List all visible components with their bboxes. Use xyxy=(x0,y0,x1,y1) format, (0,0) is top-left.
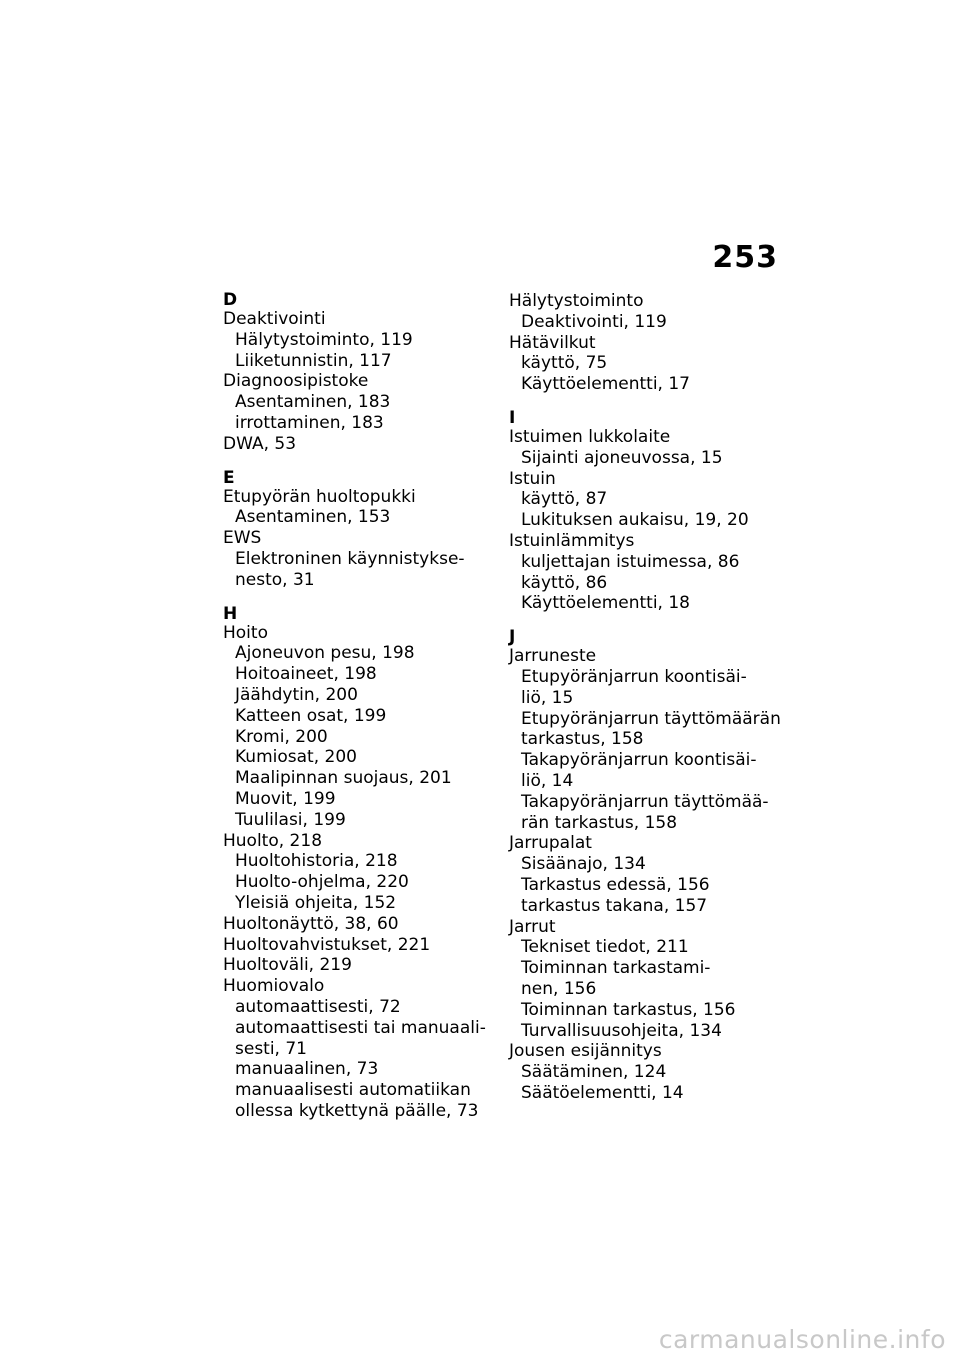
index-subterm: Tekniset tiedot, 211 xyxy=(521,937,689,958)
index-term: Istuinlämmitys xyxy=(509,530,635,551)
index-subterm: Huoltohistoria, 218 xyxy=(235,851,398,872)
index-term: Diagnoosipistoke xyxy=(223,371,369,392)
index-subterm: Takapyöränjarrun koontisäi- xyxy=(521,750,757,771)
index-term: Jarrupalat xyxy=(509,833,592,854)
index-subterm: Hälytystoiminto, 119 xyxy=(235,329,413,350)
index-subterm: liö, 14 xyxy=(521,770,574,791)
index-subterm: Turvallisuusohjeita, 134 xyxy=(521,1020,722,1041)
index-term: Etupyörän huoltopukki xyxy=(223,486,416,507)
index-subterm: nen, 156 xyxy=(521,978,597,999)
index-subterm: Säätäminen, 124 xyxy=(521,1062,667,1083)
index-subterm: käyttö, 87 xyxy=(521,489,608,510)
index-subterm: liö, 15 xyxy=(521,687,574,708)
index-subterm: Säätöelementti, 14 xyxy=(521,1082,684,1103)
index-section xyxy=(509,628,789,1104)
index-subterm: Kromi, 200 xyxy=(235,726,328,747)
index-term: Huoltoväli, 219 xyxy=(223,955,352,976)
index-subterm: rän tarkastus, 158 xyxy=(521,812,678,833)
index-subterm: irrottaminen, 183 xyxy=(235,412,384,433)
index-subterm: Jäähdytin, 200 xyxy=(235,684,358,705)
index-subterm: Liiketunnistin, 117 xyxy=(235,350,392,371)
index-term: DWA, 53 xyxy=(223,433,297,454)
index-subterm: Asentaminen, 183 xyxy=(235,392,391,413)
index-term: Deaktivointi xyxy=(223,309,326,329)
section-letter: I xyxy=(509,407,516,428)
index-section xyxy=(509,409,789,614)
index-subterm: automaattisesti tai manuaali- xyxy=(235,1017,486,1038)
index-subterm: manuaalisesti automatiikan xyxy=(235,1080,471,1101)
index-section xyxy=(223,291,495,455)
index-subterm: Huolto-ohjelma, 220 xyxy=(235,872,409,893)
index-term: Jarrut xyxy=(509,916,556,937)
index-subterm: Katteen osat, 199 xyxy=(235,705,387,726)
index-subterm: Hoitoaineet, 198 xyxy=(235,664,377,685)
index-subterm: Asentaminen, 153 xyxy=(235,507,391,528)
index-subterm: tarkastus, 158 xyxy=(521,729,644,750)
index-subterm: Ajoneuvon pesu, 198 xyxy=(235,643,415,664)
index-term: Hätävilkut xyxy=(509,332,596,353)
index-subterm: Maalipinnan suojaus, 201 xyxy=(235,768,452,789)
index-subterm: kuljettajan istuimessa, 86 xyxy=(521,551,740,572)
index-subterm: käyttö, 86 xyxy=(521,572,608,593)
index-term: Huomiovalo xyxy=(223,976,325,997)
index-subterm: Muovit, 199 xyxy=(235,788,336,809)
index-subterm: Etupyöränjarrun koontisäi- xyxy=(521,666,747,687)
index-section xyxy=(223,469,495,591)
index-term: Jousen esijännitys xyxy=(509,1041,662,1062)
index-subterm: tarkastus takana, 157 xyxy=(521,895,708,916)
section-letter: H xyxy=(223,603,238,624)
index-subterm: Sisäänajo, 134 xyxy=(521,854,646,875)
index-column-right xyxy=(509,291,789,1104)
index-term: EWS xyxy=(223,528,262,549)
index-subterm: automaattisesti, 72 xyxy=(235,996,401,1017)
index-subterm: nesto, 31 xyxy=(235,569,315,590)
index-subterm: Takapyöränjarrun täyttömää- xyxy=(521,791,769,812)
index-subterm: Tarkastus edessä, 156 xyxy=(521,874,710,895)
index-subterm: Deaktivointi, 119 xyxy=(521,311,667,332)
index-subterm: käyttö, 75 xyxy=(521,353,608,374)
index-term: Hoito xyxy=(223,622,268,643)
index-term: Jarruneste xyxy=(509,646,597,667)
section-letter: E xyxy=(223,467,235,488)
index-subterm: sesti, 71 xyxy=(235,1038,308,1059)
index-subterm: Elektroninen käynnistykse- xyxy=(235,548,465,569)
index-term: Istuin xyxy=(509,468,556,489)
index-subterm: Käyttöelementti, 18 xyxy=(521,593,690,614)
index-subterm: Käyttöelementti, 17 xyxy=(521,374,690,395)
index-section xyxy=(509,291,789,395)
watermark-text: carmanualsonline.info xyxy=(658,1325,946,1354)
index-subterm: Sijainti ajoneuvossa, 15 xyxy=(521,447,723,468)
index-term: Hälytystoiminto xyxy=(509,291,644,311)
index-section xyxy=(223,605,495,1122)
index-subterm: Toiminnan tarkastus, 156 xyxy=(521,999,736,1020)
index-term: Huolto, 218 xyxy=(223,830,323,851)
index-subterm: Toiminnan tarkastami- xyxy=(521,958,711,979)
index-column-left xyxy=(223,291,495,1122)
index-subterm: Etupyöränjarrun täyttömäärän xyxy=(521,708,781,729)
section-letter: J xyxy=(509,627,516,648)
index-term: Huoltovahvistukset, 221 xyxy=(223,934,431,955)
index-subterm: Kumiosat, 200 xyxy=(235,747,357,768)
index-subterm: ollessa kytkettynä päälle, 73 xyxy=(235,1100,479,1121)
index-term: Huoltonäyttö, 38, 60 xyxy=(223,913,399,934)
index-subterm: Lukituksen aukaisu, 19, 20 xyxy=(521,510,749,531)
index-subterm: Yleisiä ohjeita, 152 xyxy=(235,892,397,913)
index-subterm: Tuulilasi, 199 xyxy=(235,809,346,830)
section-letter: D xyxy=(223,290,238,310)
page-number: 253 xyxy=(712,240,778,275)
index-subterm: manuaalinen, 73 xyxy=(235,1059,379,1080)
index-term: Istuimen lukkolaite xyxy=(509,426,671,447)
